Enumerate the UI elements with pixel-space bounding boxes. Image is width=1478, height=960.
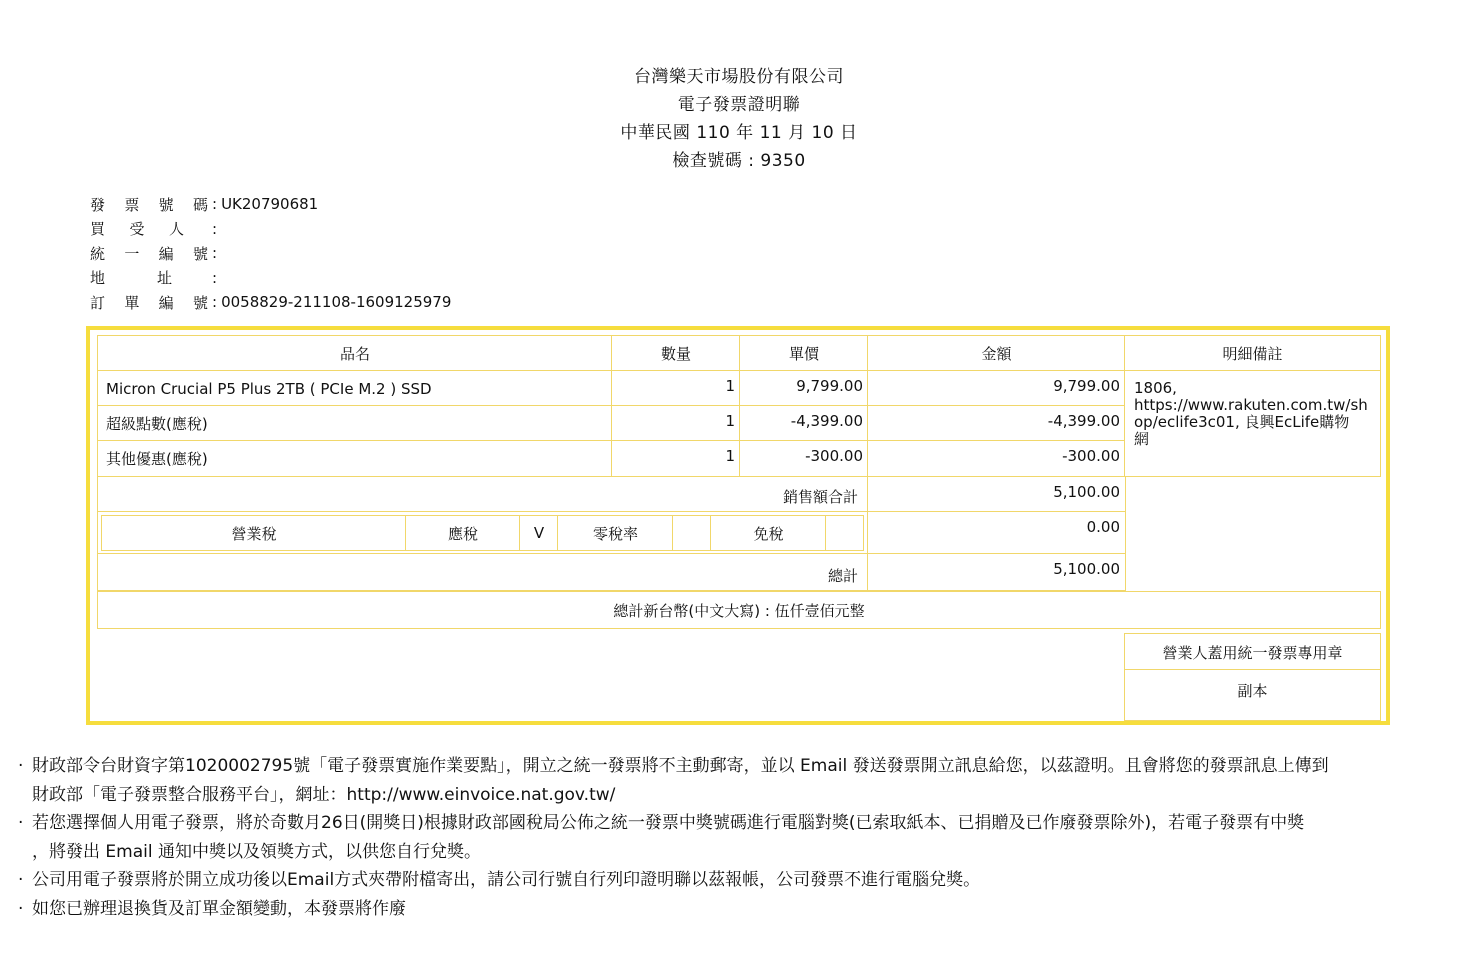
meta-row bbox=[90, 192, 451, 217]
item-unit-price: -300.00 bbox=[739, 440, 869, 477]
bullet-icon: · bbox=[18, 756, 24, 776]
item-unit-price: 9,799.00 bbox=[739, 370, 869, 407]
meta-row bbox=[90, 290, 451, 315]
remark-line: 1806, bbox=[1134, 379, 1177, 397]
meta-colon: : bbox=[212, 219, 218, 238]
note-line: 如您已辦理退換貨及訂單金額變動，本發票將作廢 bbox=[32, 898, 406, 919]
invoice-table-frame bbox=[86, 326, 1390, 725]
meta-label-char: 號 bbox=[192, 244, 208, 263]
item-amount: -300.00 bbox=[867, 440, 1126, 477]
item-amount: 9,799.00 bbox=[867, 370, 1126, 407]
meta-label-char: 碼 bbox=[192, 195, 208, 214]
meta-label-char: 訂 bbox=[90, 293, 106, 312]
sales-total-value: 5,100.00 bbox=[867, 476, 1126, 513]
note-item bbox=[18, 866, 1468, 895]
meta-label-char: 號 bbox=[192, 293, 208, 312]
meta-row bbox=[90, 217, 451, 242]
item-amount: -4,399.00 bbox=[867, 405, 1126, 442]
meta-colon: : bbox=[212, 293, 218, 312]
item-name: 其他優惠(應稅) bbox=[97, 440, 613, 477]
meta-label-char: 一 bbox=[124, 244, 140, 263]
company-name: 台灣樂天市場股份有限公司 bbox=[634, 67, 844, 87]
notes-list bbox=[18, 752, 1468, 923]
note-line: 公司用電子發票將於開立成功後以Email方式夾帶附檔寄出，請公司行號自行列印證明聯以茲報帳，公司發票不進行電腦兌獎。 bbox=[32, 870, 981, 890]
meta-label-char: 統 bbox=[90, 244, 106, 263]
meta-value: 0058829-211108-1609125979 bbox=[221, 293, 452, 312]
item-qty: 1 bbox=[611, 370, 741, 407]
header-amount: 金額 bbox=[867, 335, 1126, 371]
header-qty: 數量 bbox=[611, 335, 741, 371]
bullet-icon: · bbox=[18, 813, 24, 833]
note-line: ，將發出 Email 通知中獎以及領獎方式，以供您自行兌獎。 bbox=[32, 841, 481, 862]
header-item-name: 品名 bbox=[97, 335, 613, 371]
item-name: Micron Crucial P5 Plus 2TB ( PCIe M.2 ) SSD bbox=[97, 370, 613, 407]
note-item bbox=[18, 752, 1468, 809]
note-line: 若您選擇個人用電子發票，將於奇數月26日(開獎日)根據財政部國稅局公佈之統一發票中獎號碼進行電腦對獎(已索取紙本、已捐贈及已作廢發票除外)，若電子發票有中獎 bbox=[32, 813, 1305, 833]
meta-label bbox=[90, 292, 208, 313]
bullet-icon: · bbox=[18, 898, 24, 919]
total-label: 總計 bbox=[97, 553, 869, 591]
note-item bbox=[18, 809, 1468, 866]
meta-colon: : bbox=[212, 244, 218, 263]
invoice-date: 中華民國 110 年 11 月 10 日 bbox=[620, 123, 858, 143]
meta-label bbox=[90, 218, 184, 239]
meta-label-char: 地 bbox=[90, 269, 106, 288]
item-name: 超級點數(應稅) bbox=[97, 405, 613, 442]
note-line: 財政部令台財資字第1020002795號「電子發票實施作業要點」，開立之統一發票將不主動郵寄，並以 Email 發送發票開立訊息給您，以茲證明。且會將您的發票訊息上傳到 bbox=[32, 756, 1329, 776]
meta-label-char: 號 bbox=[158, 195, 174, 214]
tax-exempt-check bbox=[825, 515, 864, 551]
tax-row bbox=[97, 511, 869, 555]
remark-line: https://www.rakuten.com.tw/sh bbox=[1134, 396, 1368, 414]
document-title: 電子發票證明聯 bbox=[677, 95, 801, 115]
meta-label-char: 買 bbox=[90, 220, 106, 239]
tax-taxable-check: V bbox=[519, 515, 559, 551]
invoice-meta bbox=[90, 192, 451, 315]
tax-taxable-label: 應稅 bbox=[405, 515, 521, 551]
header-unit-price: 單價 bbox=[739, 335, 869, 371]
check-code: 檢查號碼 : 9350 bbox=[672, 151, 806, 171]
note-item bbox=[18, 895, 1468, 924]
note-line: 財政部「電子發票整合服務平台」，網址：http://www.einvoice.nat.gov.tw/ bbox=[32, 784, 616, 805]
tax-label: 營業稅 bbox=[101, 515, 407, 551]
copy-label: 副本 bbox=[1124, 669, 1381, 721]
meta-label-char: 編 bbox=[158, 293, 174, 312]
meta-label-char: 發 bbox=[90, 195, 106, 214]
tax-exempt-label: 免稅 bbox=[710, 515, 827, 551]
total-value: 5,100.00 bbox=[867, 553, 1126, 591]
item-qty: 1 bbox=[611, 440, 741, 477]
sales-total-label: 銷售額合計 bbox=[97, 476, 869, 513]
tax-zero-rate-check bbox=[672, 515, 712, 551]
meta-label bbox=[90, 267, 172, 288]
bullet-icon: · bbox=[18, 870, 24, 890]
meta-label-char: 編 bbox=[158, 244, 174, 263]
meta-label-char: 人 bbox=[168, 220, 184, 239]
meta-colon: : bbox=[212, 195, 218, 214]
invoice-header bbox=[0, 63, 1478, 175]
tax-zero-rate-label: 零稅率 bbox=[557, 515, 674, 551]
item-qty: 1 bbox=[611, 405, 741, 442]
meta-label bbox=[90, 243, 208, 264]
item-remark bbox=[1124, 370, 1381, 477]
tax-amount: 0.00 bbox=[867, 511, 1126, 555]
remark-line: op/eclife3c01, 良興EcLife購物 bbox=[1134, 413, 1350, 431]
meta-label-char: 受 bbox=[129, 220, 145, 239]
meta-value: UK20790681 bbox=[221, 195, 319, 214]
meta-row bbox=[90, 241, 451, 266]
meta-colon: : bbox=[212, 268, 218, 287]
meta-row bbox=[90, 266, 451, 291]
meta-label-char: 票 bbox=[124, 195, 140, 214]
header-remark: 明細備註 bbox=[1124, 335, 1381, 371]
remark-line: 網 bbox=[1134, 430, 1150, 448]
item-unit-price: -4,399.00 bbox=[739, 405, 869, 442]
meta-label bbox=[90, 194, 208, 215]
stamp-label: 營業人蓋用統一發票專用章 bbox=[1124, 633, 1381, 671]
meta-label-char: 址 bbox=[156, 269, 172, 288]
total-in-words: 總計新台幣(中文大寫) : 伍仟壹佰元整 bbox=[97, 591, 1381, 629]
meta-label-char: 單 bbox=[124, 293, 140, 312]
